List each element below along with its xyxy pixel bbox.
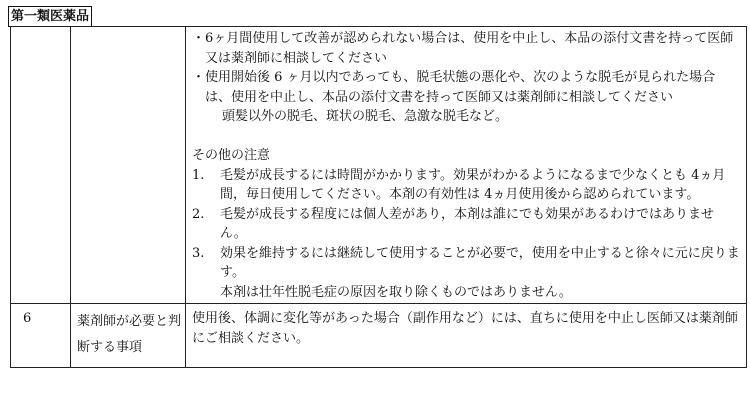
item-number: 1. <box>192 167 205 183</box>
category-label: 第一類医薬品 <box>8 6 92 27</box>
item-number: 2. <box>192 206 205 222</box>
numbered-item <box>192 244 740 283</box>
trailing-note: 本剤は壮年性脱毛症の原因を取り除くものではありません。 <box>220 284 572 300</box>
indented-note: 頭髪以外の脱毛、斑状の脱毛、急激な脱毛など。 <box>222 109 509 124</box>
number-cell-empty <box>11 27 71 304</box>
continuation-cell <box>186 27 747 304</box>
instructions-table <box>10 26 747 368</box>
bullet-item <box>192 68 740 107</box>
row-number: 6 <box>11 304 71 368</box>
item-text: 効果を維持するには継続して使用することが必要で，使用を中止すると徐々に元に戻ります。 <box>220 245 740 280</box>
row-body: 使用後、体調に変化等があった場合（副作用など）には、直ちに使用を中止し医師又は薬剤師にご相談ください。 <box>186 304 747 368</box>
row-heading: 薬剤師が必要と判断する事項 <box>71 304 186 368</box>
numbered-item <box>192 166 740 205</box>
bullet-text: 6ヶ月間使用して改善が認められない場合は、使用を中止し、本品の添付文書を持って医師又は薬剤師に相談してください <box>205 31 734 66</box>
other-notes-title: その他の注意 <box>192 148 271 163</box>
bullet-text: 使用開始後 6 ヶ月以内であっても、脱毛状態の悪化や、次のような脱毛が見られた場合は、使用を中止し、本品の添付文書を持って医師又は薬剤師に相談してください <box>205 70 716 105</box>
item-text: 毛髪が成長するには時間がかかります。効果がわかるようになるまで少なくとも 4ヵ月間，毎日使用してください。本剤の有効性は 4ヵ月使用後から認められています。 <box>220 167 726 202</box>
bullet-mark: ・ <box>192 70 206 85</box>
numbered-item <box>192 205 740 244</box>
spacer <box>192 127 740 147</box>
item-text: 毛髪が成長する程度には個人差があり，本剤は誰にでも効果があるわけではありません。 <box>220 206 715 241</box>
table-row-continuation <box>11 27 747 304</box>
bullet-item <box>192 29 740 68</box>
heading-cell-empty <box>71 27 186 304</box>
item-number: 3. <box>192 245 205 261</box>
bullet-mark: ・ <box>192 31 206 46</box>
table-row-6 <box>11 304 747 368</box>
